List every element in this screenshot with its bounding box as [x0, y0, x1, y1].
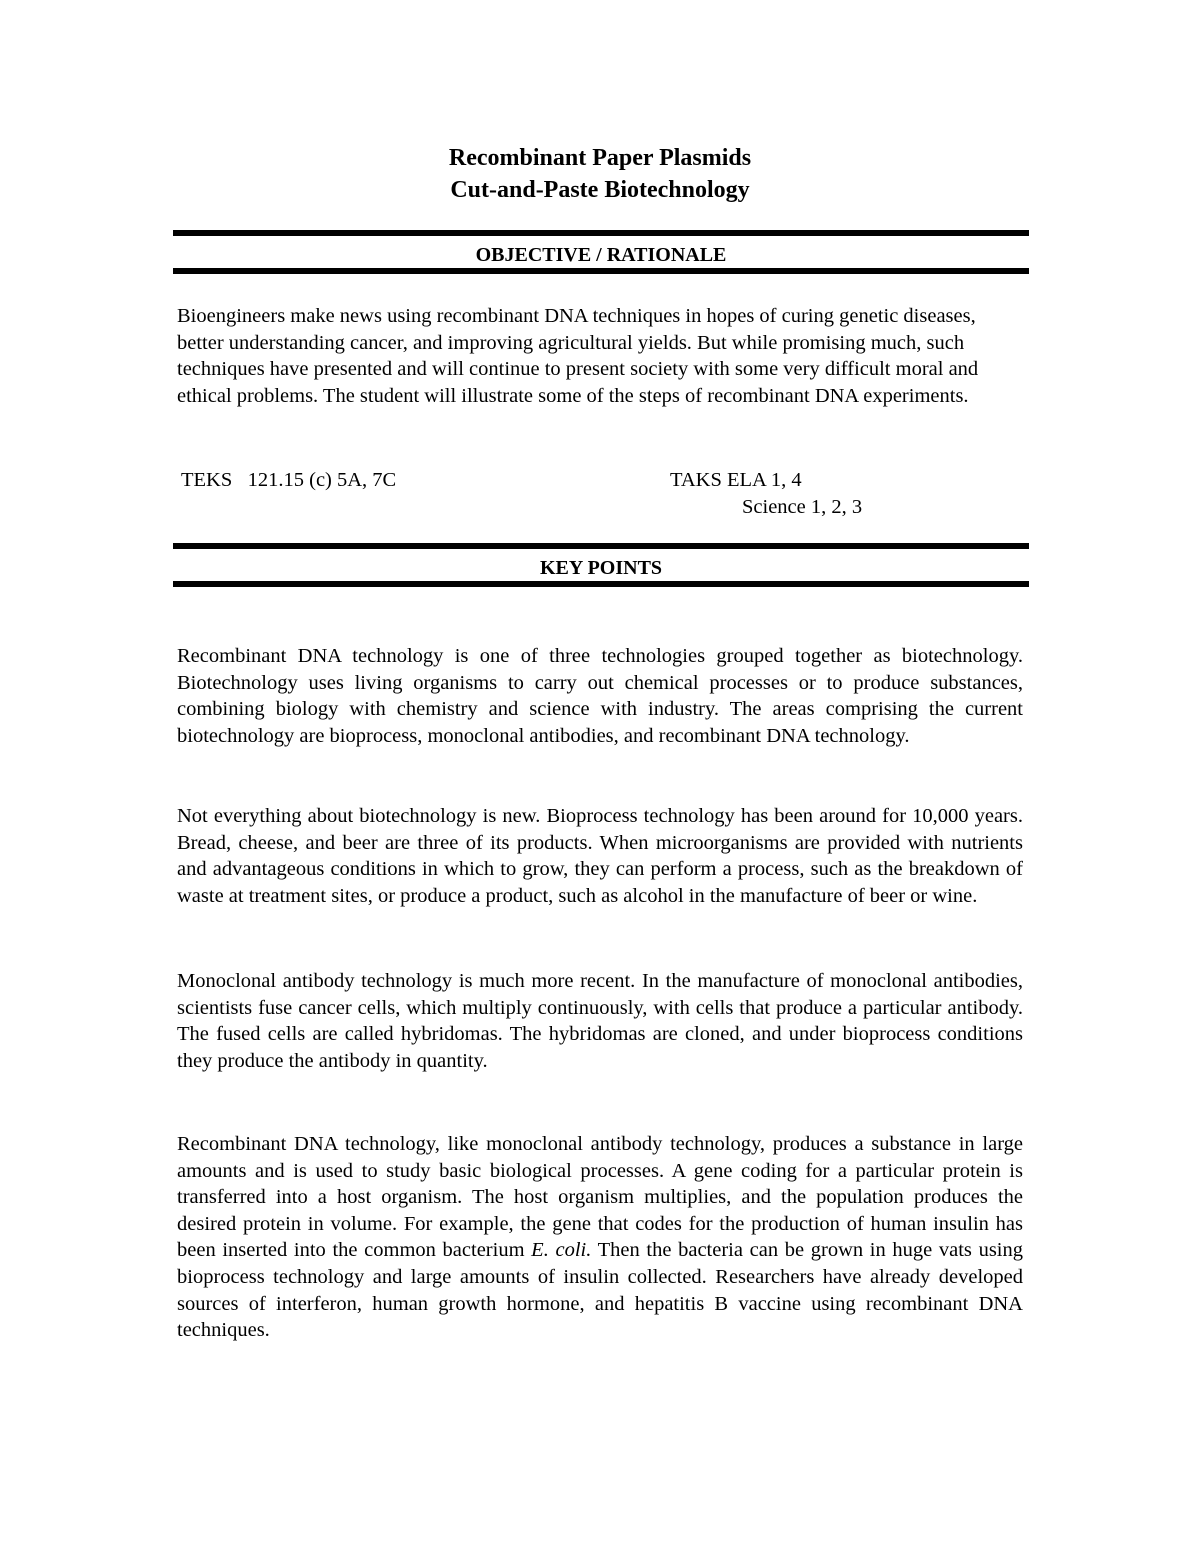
section-rule-bottom: [173, 268, 1029, 274]
objective-paragraph: Bioengineers make news using recombinant DNA techniques in hopes of curing genetic diseases, better understanding cancer, and improving agricultural yields. But while promising much, such techniques have presented and will continue to present society with some very difficult moral and ethical problems. The student will illustrate some of the steps of recombinant DNA experiments.: [177, 305, 979, 407]
teks-standard: TEKS 121.15 (c) 5A, 7C: [181, 469, 397, 491]
section-rule-bottom: [173, 581, 1029, 587]
species-name: E. coli.: [531, 1239, 592, 1262]
key-points-paragraph-3: Monoclonal antibody technology is much more recent. In the manufacture of monoclonal antibodies, scientists fuse cancer cells, which multiply continuously, with cells that produce a particular antibody. The fused cells are called hybridomas. The hybridomas are cloned, and under bioprocess conditions they produce the antibody in quantity.: [177, 970, 1023, 1072]
key-points-paragraph-2: Not everything about biotechnology is new. Bioprocess technology has been around for 10,000 years. Bread, cheese, and beer are three of its products. When microorganisms are provided with nutrients and advantageous conditions in which to grow, they can perform a process, such as the breakdown of waste at treatment sites, or produce a product, such as alcohol in the manufacture of beer or wine.: [177, 805, 1023, 907]
title-line-1: Recombinant Paper Plasmids: [448, 145, 752, 171]
section-rule-top: [173, 230, 1029, 236]
document-title: [0, 142, 1200, 206]
title-line-2: Cut-and-Paste Biotechnology: [450, 177, 750, 203]
paragraph-text: Then the bacteria can be grown in huge vats using bioprocess technology and large amounts of insulin collected. Researchers have already developed sources of interferon, human growth hormone, and hepatitis B vaccine using recombinant DNA techniques.: [177, 1239, 1023, 1342]
objective-heading: OBJECTIVE / RATIONALE: [475, 244, 727, 266]
section-rule-top: [173, 543, 1029, 549]
key-points-heading: KEY POINTS: [539, 557, 663, 579]
key-points-paragraph-1: Recombinant DNA technology is one of three technologies grouped together as biotechnology. Biotechnology uses living organisms to carry out chemical processes or to produce substances, combining biology with chemistry and science with industry. The areas comprising the current biotechnology are bioprocess, monoclonal antibodies, and recombinant DNA technology.: [177, 645, 1023, 747]
key-points-paragraph-4: [177, 1131, 1023, 1344]
taks-science-standard: Science 1, 2, 3: [742, 496, 863, 518]
paragraph-text: Recombinant DNA technology, like monoclonal antibody technology, produces a substance in large amounts and is used to study basic biological processes. A gene coding for a particular protein is transferred into a host organism. The host organism multiplies, and the population produces the desired protein in volume. For example, the gene that codes for the production of human insulin has been inserted into the common bacterium: [177, 1133, 1023, 1262]
taks-ela-standard: TAKS ELA 1, 4: [670, 469, 802, 491]
